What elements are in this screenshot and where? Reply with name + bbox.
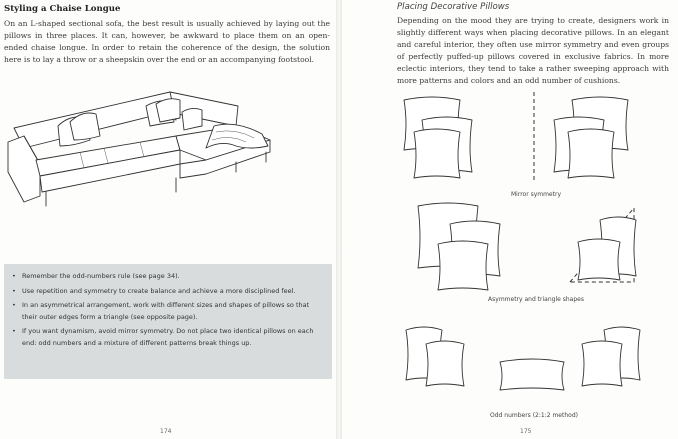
- right-heading: Placing Decorative Pillows: [397, 2, 510, 12]
- caption-mirror: Mirror symmetry: [510, 191, 561, 198]
- tip-item: [12, 271, 324, 283]
- caption-asymmetry: Asymmetry and triangle shapes: [488, 296, 584, 303]
- tip-text: In an asymmetrical arrangement, work with different sizes and shapes of pillows so that their outer edges form a triangle (see opposite page).: [22, 301, 310, 321]
- right-page: [342, 0, 678, 439]
- right-body-text: Depending on the mood they are trying to create, designers work in slightly different ways when placing decorative pillows. In an elegant and careful interior, they often use mirror symmetry and even groups of perfectly puffed-up pillows covered in exclusive fabrics. In more eclectic interiors, they tend to take a rather sweeping approach with more patterns and colors and an odd number of cushions.: [397, 16, 669, 85]
- tip-item: [12, 286, 324, 298]
- bullet: •: [12, 272, 16, 280]
- tip-text: If you want dynamism, avoid mirror symmetry. Do not place two identical pillows on each end: odd numbers and a mixture of different patterns break things up.: [22, 327, 314, 347]
- tip-text: Remember the odd-numbers rule (see page 34).: [22, 272, 180, 280]
- tip-text: Use repetition and symmetry to create balance and achieve a more disciplined feel.: [22, 286, 296, 295]
- bullet: •: [12, 327, 16, 336]
- tip-item: [12, 326, 324, 349]
- caption-odd-numbers: Odd numbers (2:1:2 method): [490, 412, 578, 419]
- bullet: •: [12, 301, 16, 310]
- tip-item: [12, 300, 324, 323]
- tips-box: [4, 264, 332, 379]
- page-number: 174: [160, 428, 172, 435]
- tips-list: [4, 264, 332, 350]
- left-page: [0, 0, 336, 439]
- bullet: •: [12, 286, 16, 295]
- odd-numbers-illustration: [342, 0, 678, 439]
- left-heading: Styling a Chaise Longue: [4, 4, 121, 14]
- left-body-text: On an L-shaped sectional sofa, the best result is usually achieved by laying out the pillows in three places. It can, however, be awkward to place them on an open-ended chaise longue. In order to retain the coherence of the design, the solution here is to lay a throw or a sheepskin over the end or an accompanying footstool.: [4, 19, 330, 64]
- page-number: 175: [520, 428, 532, 435]
